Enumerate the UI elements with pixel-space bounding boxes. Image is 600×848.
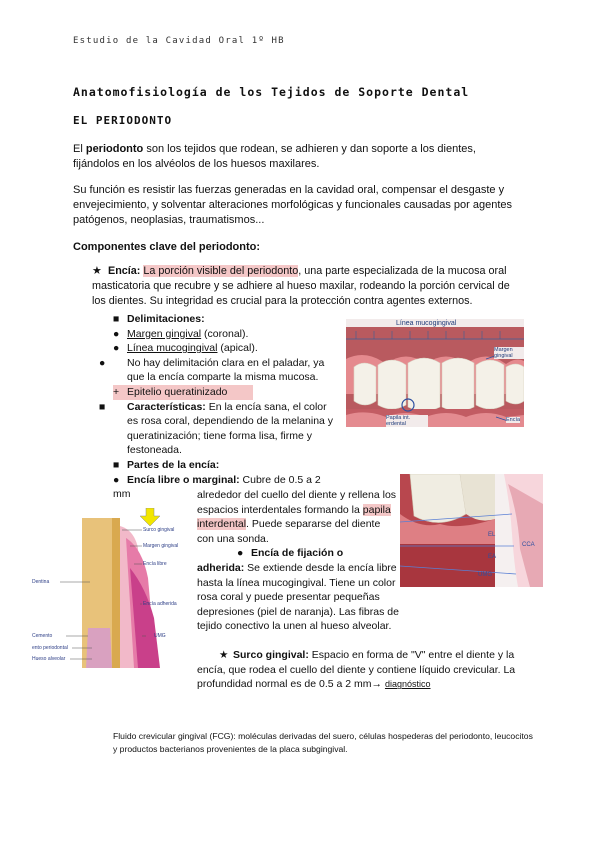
- plus-bullet-icon: +: [113, 385, 120, 398]
- section-title: EL PERIODONTO: [73, 114, 173, 127]
- diagram-margen-label: Margen gingival: [143, 543, 179, 549]
- page-title: Anatomofisiología de los Tejidos de Soporte Dental: [73, 85, 470, 99]
- diagram-ligamento-label: ento periodontal: [32, 645, 68, 651]
- square-bullet-icon: ■: [113, 313, 120, 325]
- function-paragraph: Su función es resistir las fuerzas generadas en la cavidad oral, compensar el desgaste y envejecimiento, y solventar alteraciones morfológicas y funcionales causadas por agentes patógenos, neoplasias, traumatismos...: [73, 184, 513, 226]
- dot-bullet-icon: ●: [99, 356, 106, 369]
- dot-bullet-icon: ●: [113, 327, 120, 340]
- dot-bullet-icon: ●: [113, 342, 120, 355]
- margen-gingival-label: Margen gingival: [494, 347, 524, 359]
- components-heading: Componentes clave del periodonto:: [73, 241, 261, 253]
- diagram-libre-label: Encía libre: [143, 561, 167, 567]
- papila-interdental-label: Papila int. erdental: [386, 415, 428, 427]
- square-bullet-icon: ■: [113, 458, 120, 471]
- encia-item: ★ Encía: La porción visible del periodonto, una parte especializada de la mucosa oral masticatoria que recubre y se adhiere al hueso maxilar, rodeando la porción cervical de los dientes. Su integridad es crucial para la protección contra agentes externos.: [92, 265, 510, 307]
- star-bullet-icon: ★: [219, 649, 229, 661]
- diagram-umg-label: UMG: [154, 633, 166, 639]
- encia-adherida-body: adherida: Se extiende desde la encía libre hasta la línea mucogingival. Tiene un color rosa coral y puede presentar pequeñas depresiones (piel de naranja). Las fibras de tejido conectivo la unen al hueso alveolar.: [197, 562, 399, 633]
- encia-adherida-text: ● Encía de fijación o: [237, 547, 344, 559]
- linea-mucogingival-label: Línea mucogingival: [396, 320, 457, 327]
- delimitaciones-list: ■ Delimitaciones: ● Margen gingival (coronal). ● Línea mucogingival (apical). ● No hay delimitación clara en el paladar, ya que la encía comparte la misma mucosa. + Epitelio queratinizado ■ Características: En la encía sana, el color es rosa coral, dependiendo de la melanina y queratinización; tiene forma lisa, firme y festoneada. ■ Partes de la encía: ● Encía libre o marginal: Cubre de 0.5 a 2 mm: [99, 313, 334, 501]
- footnote: Fluido crevicular gingival (FCG): moléculas derivadas del suero, células hospederas del periodonto, leucocitos y productos bacterianos provenientes de la placa subgingival.: [113, 731, 533, 754]
- page-header: Estudio de la Cavidad Oral 1º HB: [73, 36, 285, 46]
- encia-libre-text: alrededor del cuello del diente y rellena los espacios interdentales formando la papila interdental. Puede separarse del diente con una sonda.: [197, 489, 397, 545]
- intro-paragraph: El periodonto son los tejidos que rodean, se adhieren y dan soporte a los dientes, fijándolos en los alvéolos de los huesos maxilares.: [73, 143, 476, 170]
- diagram-dentina-label: Dentina: [32, 579, 50, 585]
- diagram-adherida-label: Encía adherida: [143, 601, 177, 607]
- dot-bullet-icon: ●: [237, 547, 244, 559]
- square-bullet-icon: ■: [99, 400, 106, 413]
- gingiva-closeup-photo: [400, 474, 543, 587]
- ea-label: EA: [488, 554, 497, 560]
- surco-gingival-text: ★ Surco gingival: Espacio en forma de "V" entre el diente y la encía, que rodea el cuello del diente y contiene líquido crevicular. La profundidad normal es de 0.5 a 2 mm→ diagnóstico: [197, 649, 516, 691]
- gingiva-photo: [346, 319, 524, 427]
- umg-label: UMG: [478, 572, 492, 578]
- star-bullet-icon: ★: [92, 265, 102, 277]
- dot-bullet-icon: ●: [113, 473, 120, 486]
- diagram-cemento-label: Cemento: [32, 633, 53, 639]
- periodontium-diagram: [30, 508, 192, 668]
- cca-label: CCA: [522, 542, 535, 548]
- encia-label: Encía: [506, 417, 521, 423]
- el-label: EL: [488, 532, 496, 538]
- diagram-hueso-label: Hueso alveolar: [32, 656, 66, 662]
- diagram-surco-label: Surco gingival: [143, 527, 175, 533]
